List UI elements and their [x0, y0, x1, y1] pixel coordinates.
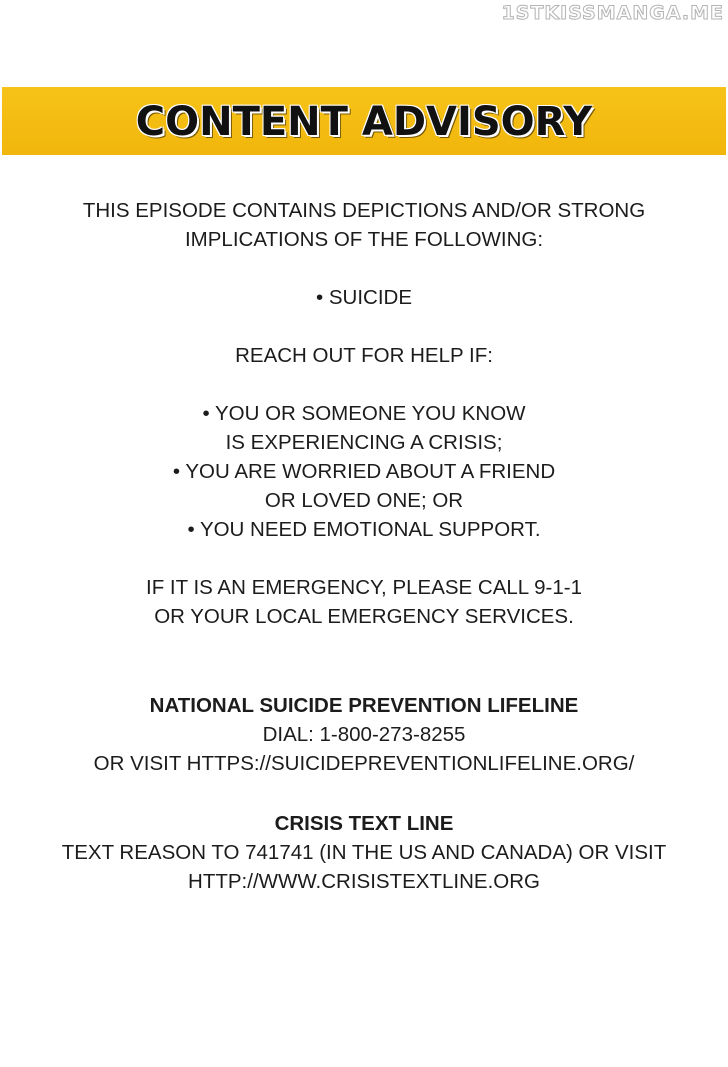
emergency-block	[0, 573, 728, 631]
reach-out-heading	[0, 341, 728, 370]
lifeline-phone: DIAL: 1-800-273-8255	[262, 723, 466, 746]
topics-block	[0, 283, 728, 312]
reasons-block	[0, 399, 728, 544]
emergency-line: OR YOUR LOCAL EMERGENCY SERVICES.	[154, 605, 574, 628]
emergency-line: IF IT IS AN EMERGENCY, PLEASE CALL 9-1-1	[146, 576, 582, 599]
crisis-text-instructions: TEXT REASON TO 741741 (IN THE US AND CANADA) OR VISIT	[61, 841, 667, 864]
intro-block	[0, 196, 728, 254]
watermark: 1STKISSMANGA.ME	[501, 2, 724, 24]
advisory-banner	[2, 87, 726, 155]
intro-line: IMPLICATIONS OF THE FOLLOWING:	[184, 228, 544, 251]
reason-line: OR LOVED ONE; OR	[264, 489, 464, 512]
lifeline-name: NATIONAL SUICIDE PREVENTION LIFELINE	[149, 694, 579, 717]
reason-line: • YOU ARE WORRIED ABOUT A FRIEND	[172, 460, 556, 483]
lifeline-resource	[0, 691, 728, 778]
reach-out-heading-text: REACH OUT FOR HELP IF:	[235, 344, 493, 367]
reason-line: • YOU OR SOMEONE YOU KNOW	[202, 402, 526, 425]
topic-item: • SUICIDE	[315, 286, 413, 309]
crisis-text-url: HTTP://WWW.CRISISTEXTLINE.ORG	[188, 870, 540, 893]
crisis-text-name: CRISIS TEXT LINE	[274, 812, 454, 835]
intro-line: THIS EPISODE CONTAINS DEPICTIONS AND/OR STRONG	[82, 199, 646, 222]
lifeline-url: OR VISIT HTTPS://SUICIDEPREVENTIONLIFELINE.ORG/	[93, 752, 635, 775]
banner-title: CONTENT ADVISORY	[135, 99, 593, 145]
crisis-text-resource	[0, 809, 728, 896]
reason-line: • YOU NEED EMOTIONAL SUPPORT.	[187, 518, 541, 541]
reason-line: IS EXPERIENCING A CRISIS;	[225, 431, 503, 454]
